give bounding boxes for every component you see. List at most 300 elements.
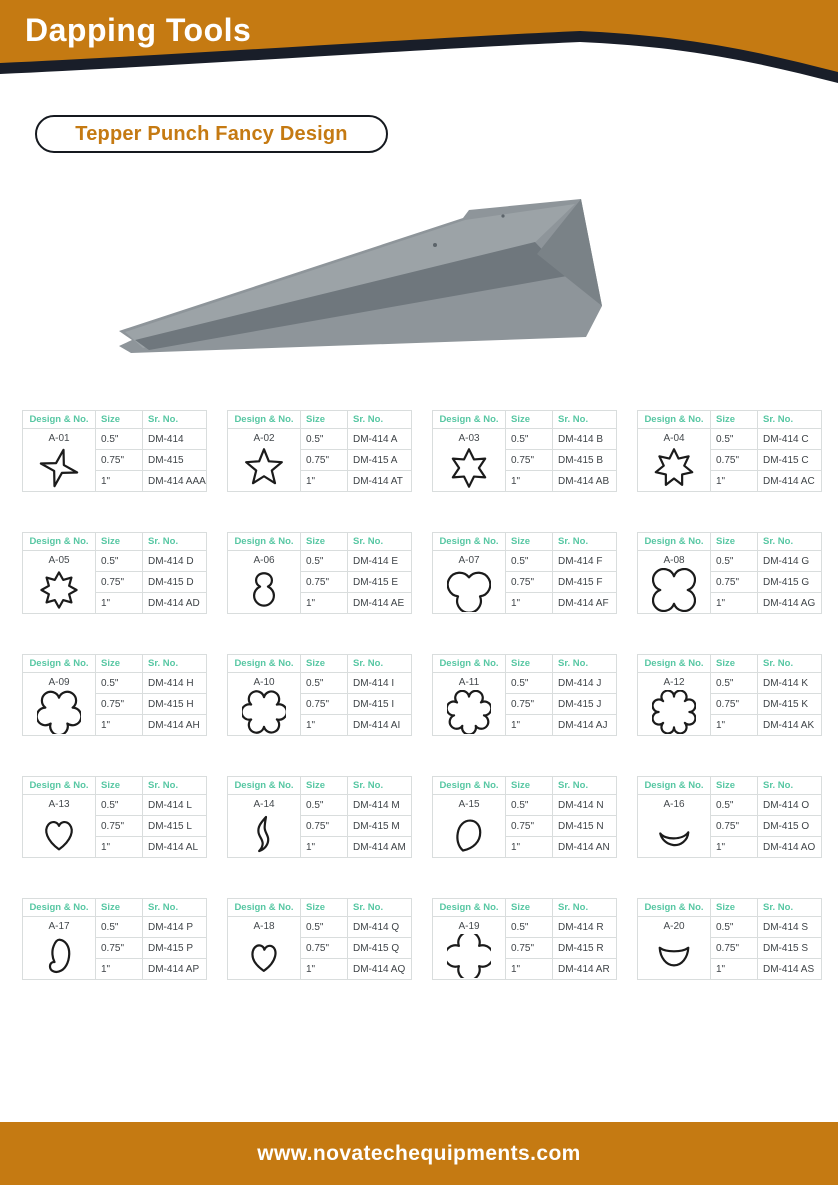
size-cell: 0.5" bbox=[96, 673, 143, 694]
design-number: A-05 bbox=[48, 555, 70, 566]
sr-no-cell: DM-414 M bbox=[348, 795, 412, 816]
size-column-header: Size bbox=[301, 411, 348, 429]
design-spec-table bbox=[432, 654, 617, 736]
sr-no-cell: DM-414 P bbox=[143, 917, 207, 938]
sr-no-cell: DM-414 AS bbox=[758, 959, 822, 980]
size-cell: 0.75" bbox=[506, 938, 553, 959]
design-cell bbox=[638, 795, 711, 858]
sr-no-cell: DM-414 N bbox=[553, 795, 617, 816]
petal-star4-icon bbox=[447, 934, 491, 978]
design-no-column-header: Design & No. bbox=[433, 899, 506, 917]
sr-no-cell: DM-415 M bbox=[348, 816, 412, 837]
size-cell: 1" bbox=[506, 471, 553, 492]
design-spec-table bbox=[22, 532, 207, 614]
design-number: A-15 bbox=[458, 799, 480, 810]
sr-no-cell: DM-415 C bbox=[758, 450, 822, 471]
sr-no-cell: DM-414 AJ bbox=[553, 715, 617, 736]
table-header-row bbox=[433, 899, 617, 917]
flower7-icon bbox=[447, 690, 491, 734]
design-spec-table bbox=[22, 410, 207, 492]
sr-no-column-header: Sr. No. bbox=[348, 411, 412, 429]
size-column-header: Size bbox=[506, 777, 553, 795]
table-header-row bbox=[228, 655, 412, 673]
sr-no-column-header: Sr. No. bbox=[348, 777, 412, 795]
design-spec-table bbox=[637, 776, 822, 858]
design-no-column-header: Design & No. bbox=[228, 533, 301, 551]
boat-icon bbox=[652, 934, 696, 978]
star8-icon bbox=[37, 568, 81, 612]
design-number: A-14 bbox=[253, 799, 275, 810]
sr-no-cell: DM-415 J bbox=[553, 694, 617, 715]
size-cell: 0.5" bbox=[506, 917, 553, 938]
table-header-row bbox=[433, 533, 617, 551]
star7-icon bbox=[652, 446, 696, 490]
design-no-column-header: Design & No. bbox=[638, 899, 711, 917]
table-row bbox=[23, 673, 207, 694]
size-cell: 0.75" bbox=[506, 450, 553, 471]
design-cell bbox=[228, 429, 301, 492]
size-cell: 0.5" bbox=[301, 917, 348, 938]
sr-no-column-header: Sr. No. bbox=[348, 533, 412, 551]
sr-no-cell: DM-414 AG bbox=[758, 593, 822, 614]
design-number: A-11 bbox=[458, 677, 480, 688]
flower5-icon bbox=[37, 690, 81, 734]
size-cell: 0.75" bbox=[301, 572, 348, 593]
size-cell: 1" bbox=[711, 715, 758, 736]
sr-no-column-header: Sr. No. bbox=[553, 533, 617, 551]
table-row bbox=[23, 917, 207, 938]
size-cell: 0.5" bbox=[96, 917, 143, 938]
size-cell: 0.75" bbox=[506, 694, 553, 715]
design-cell bbox=[433, 673, 506, 736]
design-number: A-06 bbox=[253, 555, 275, 566]
design-number: A-09 bbox=[48, 677, 70, 688]
table-header-row bbox=[228, 411, 412, 429]
table-row bbox=[638, 795, 822, 816]
design-no-column-header: Design & No. bbox=[638, 533, 711, 551]
design-cell bbox=[23, 551, 96, 614]
design-no-column-header: Design & No. bbox=[433, 411, 506, 429]
design-number: A-16 bbox=[663, 799, 685, 810]
tepper-punch-product-image bbox=[105, 190, 740, 370]
size-cell: 0.5" bbox=[301, 673, 348, 694]
sr-no-cell: DM-415 Q bbox=[348, 938, 412, 959]
sr-no-cell: DM-414 AO bbox=[758, 837, 822, 858]
size-column-header: Size bbox=[506, 655, 553, 673]
design-spec-table bbox=[432, 410, 617, 492]
sr-no-cell: DM-415 R bbox=[553, 938, 617, 959]
table-header-row bbox=[638, 533, 822, 551]
design-no-column-header: Design & No. bbox=[228, 655, 301, 673]
crescent-icon bbox=[652, 812, 696, 856]
size-cell: 0.75" bbox=[301, 938, 348, 959]
sr-no-cell: DM-414 G bbox=[758, 551, 822, 572]
table-header-row bbox=[433, 655, 617, 673]
size-cell: 0.75" bbox=[96, 572, 143, 593]
design-spec-table bbox=[637, 898, 822, 980]
sr-no-cell: DM-414 K bbox=[758, 673, 822, 694]
sr-no-cell: DM-415 bbox=[143, 450, 207, 471]
sr-no-cell: DM-414 R bbox=[553, 917, 617, 938]
table-row bbox=[228, 795, 412, 816]
table-row bbox=[433, 551, 617, 572]
design-no-column-header: Design & No. bbox=[638, 655, 711, 673]
size-cell: 0.5" bbox=[506, 795, 553, 816]
size-cell: 0.5" bbox=[96, 429, 143, 450]
size-cell: 1" bbox=[711, 593, 758, 614]
design-cell bbox=[228, 795, 301, 858]
trefoil-icon bbox=[447, 568, 491, 612]
design-number: A-10 bbox=[253, 677, 275, 688]
table-row bbox=[23, 551, 207, 572]
design-spec-table bbox=[227, 532, 412, 614]
section-title: Tepper Punch Fancy Design bbox=[75, 122, 348, 145]
design-spec-table bbox=[227, 410, 412, 492]
sr-no-cell: DM-414 AT bbox=[348, 471, 412, 492]
size-cell: 1" bbox=[301, 593, 348, 614]
size-column-header: Size bbox=[711, 533, 758, 551]
design-cell bbox=[433, 917, 506, 980]
page-title: Dapping Tools bbox=[25, 12, 252, 48]
sr-no-cell: DM-414 AB bbox=[553, 471, 617, 492]
sr-no-cell: DM-415 I bbox=[348, 694, 412, 715]
sr-no-cell: DM-414 AR bbox=[553, 959, 617, 980]
size-cell: 1" bbox=[506, 837, 553, 858]
size-cell: 1" bbox=[711, 959, 758, 980]
design-cell bbox=[638, 551, 711, 614]
sr-no-cell: DM-414 O bbox=[758, 795, 822, 816]
teardrop-icon bbox=[447, 812, 491, 856]
star4-icon bbox=[37, 446, 81, 490]
design-no-column-header: Design & No. bbox=[228, 899, 301, 917]
table-row bbox=[228, 917, 412, 938]
sr-no-cell: DM-415 S bbox=[758, 938, 822, 959]
design-cell bbox=[228, 551, 301, 614]
sr-no-cell: DM-414 AE bbox=[348, 593, 412, 614]
size-cell: 1" bbox=[506, 593, 553, 614]
sr-no-cell: DM-414 AI bbox=[348, 715, 412, 736]
table-row bbox=[228, 551, 412, 572]
size-cell: 0.5" bbox=[711, 795, 758, 816]
design-number: A-01 bbox=[48, 433, 70, 444]
size-cell: 0.5" bbox=[301, 795, 348, 816]
size-cell: 0.75" bbox=[711, 694, 758, 715]
sr-no-column-header: Sr. No. bbox=[758, 899, 822, 917]
design-spec-table bbox=[22, 898, 207, 980]
sr-no-column-header: Sr. No. bbox=[758, 411, 822, 429]
sr-no-cell: DM-414 H bbox=[143, 673, 207, 694]
design-number: A-19 bbox=[458, 921, 480, 932]
design-no-column-header: Design & No. bbox=[23, 777, 96, 795]
star5-icon bbox=[242, 446, 286, 490]
size-cell: 0.75" bbox=[301, 694, 348, 715]
table-header-row bbox=[228, 777, 412, 795]
size-cell: 0.5" bbox=[301, 551, 348, 572]
sr-no-column-header: Sr. No. bbox=[348, 655, 412, 673]
design-cell bbox=[228, 673, 301, 736]
table-row bbox=[23, 429, 207, 450]
size-cell: 1" bbox=[96, 715, 143, 736]
design-cell bbox=[23, 795, 96, 858]
design-spec-table bbox=[227, 898, 412, 980]
size-cell: 0.5" bbox=[301, 429, 348, 450]
table-header-row bbox=[23, 777, 207, 795]
size-column-header: Size bbox=[711, 777, 758, 795]
size-cell: 0.5" bbox=[506, 429, 553, 450]
flower8-icon bbox=[652, 690, 696, 734]
design-number: A-18 bbox=[253, 921, 275, 932]
size-cell: 0.5" bbox=[96, 551, 143, 572]
size-cell: 1" bbox=[506, 715, 553, 736]
size-column-header: Size bbox=[711, 655, 758, 673]
sr-no-cell: DM-414 B bbox=[553, 429, 617, 450]
table-row bbox=[433, 429, 617, 450]
size-column-header: Size bbox=[301, 899, 348, 917]
table-header-row bbox=[23, 655, 207, 673]
size-cell: 1" bbox=[96, 837, 143, 858]
design-spec-table bbox=[637, 410, 822, 492]
sr-no-cell: DM-414 AAA bbox=[143, 471, 207, 492]
design-number: A-13 bbox=[48, 799, 70, 810]
sr-no-cell: DM-414 AD bbox=[143, 593, 207, 614]
size-cell: 1" bbox=[96, 471, 143, 492]
sr-no-cell: DM-414 AP bbox=[143, 959, 207, 980]
sr-no-column-header: Sr. No. bbox=[758, 655, 822, 673]
design-number: A-12 bbox=[663, 677, 685, 688]
sr-no-cell: DM-415 D bbox=[143, 572, 207, 593]
sr-no-cell: DM-414 AH bbox=[143, 715, 207, 736]
flame-icon bbox=[242, 812, 286, 856]
size-cell: 0.75" bbox=[711, 938, 758, 959]
size-cell: 0.75" bbox=[506, 572, 553, 593]
sr-no-cell: DM-414 S bbox=[758, 917, 822, 938]
table-row bbox=[638, 673, 822, 694]
sr-no-cell: DM-414 E bbox=[348, 551, 412, 572]
size-cell: 1" bbox=[301, 715, 348, 736]
sr-no-cell: DM-415 E bbox=[348, 572, 412, 593]
sr-no-column-header: Sr. No. bbox=[758, 533, 822, 551]
table-row bbox=[433, 673, 617, 694]
sr-no-column-header: Sr. No. bbox=[348, 899, 412, 917]
table-row bbox=[433, 917, 617, 938]
table-header-row bbox=[23, 533, 207, 551]
table-header-row bbox=[433, 777, 617, 795]
design-number: A-02 bbox=[253, 433, 275, 444]
size-column-header: Size bbox=[506, 411, 553, 429]
sr-no-cell: DM-414 L bbox=[143, 795, 207, 816]
website-url: www.novatechequipments.com bbox=[257, 1141, 581, 1165]
table-row bbox=[228, 429, 412, 450]
design-spec-table bbox=[637, 532, 822, 614]
design-number: A-07 bbox=[458, 555, 480, 566]
size-cell: 1" bbox=[301, 959, 348, 980]
design-no-column-header: Design & No. bbox=[23, 655, 96, 673]
design-spec-table bbox=[432, 532, 617, 614]
sr-no-cell: DM-415 K bbox=[758, 694, 822, 715]
size-column-header: Size bbox=[96, 899, 143, 917]
sr-no-cell: DM-414 AN bbox=[553, 837, 617, 858]
design-spec-table bbox=[637, 654, 822, 736]
sr-no-column-header: Sr. No. bbox=[143, 655, 207, 673]
table-header-row bbox=[228, 533, 412, 551]
sr-no-column-header: Sr. No. bbox=[553, 899, 617, 917]
sr-no-cell: DM-415 G bbox=[758, 572, 822, 593]
design-cell bbox=[638, 673, 711, 736]
size-cell: 0.75" bbox=[301, 450, 348, 471]
size-cell: 1" bbox=[96, 593, 143, 614]
design-number: A-08 bbox=[663, 555, 685, 566]
design-cell bbox=[433, 795, 506, 858]
sr-no-column-header: Sr. No. bbox=[553, 777, 617, 795]
sr-no-cell: DM-415 A bbox=[348, 450, 412, 471]
size-column-header: Size bbox=[301, 777, 348, 795]
size-cell: 0.75" bbox=[301, 816, 348, 837]
size-cell: 0.75" bbox=[96, 450, 143, 471]
star6-icon bbox=[447, 446, 491, 490]
size-cell: 0.5" bbox=[711, 917, 758, 938]
design-cell bbox=[23, 429, 96, 492]
table-row bbox=[638, 551, 822, 572]
design-cell bbox=[433, 429, 506, 492]
mango-icon bbox=[37, 934, 81, 978]
table-header-row bbox=[638, 655, 822, 673]
sr-no-cell: DM-415 N bbox=[553, 816, 617, 837]
sr-no-cell: DM-414 C bbox=[758, 429, 822, 450]
sr-no-cell: DM-415 H bbox=[143, 694, 207, 715]
size-cell: 0.75" bbox=[711, 816, 758, 837]
design-number: A-03 bbox=[458, 433, 480, 444]
design-no-column-header: Design & No. bbox=[638, 777, 711, 795]
table-header-row bbox=[23, 899, 207, 917]
curvy-heart-icon bbox=[242, 934, 286, 978]
size-column-header: Size bbox=[96, 655, 143, 673]
size-cell: 1" bbox=[506, 959, 553, 980]
size-column-header: Size bbox=[711, 411, 758, 429]
design-no-column-header: Design & No. bbox=[23, 533, 96, 551]
design-no-column-header: Design & No. bbox=[433, 533, 506, 551]
section-title-pill bbox=[35, 115, 388, 153]
table-header-row bbox=[228, 899, 412, 917]
sr-no-cell: DM-414 AM bbox=[348, 837, 412, 858]
sr-no-cell: DM-414 D bbox=[143, 551, 207, 572]
size-cell: 0.5" bbox=[506, 551, 553, 572]
table-row bbox=[23, 795, 207, 816]
size-column-header: Size bbox=[301, 655, 348, 673]
size-cell: 1" bbox=[301, 471, 348, 492]
design-tables-grid bbox=[22, 410, 820, 980]
sr-no-column-header: Sr. No. bbox=[143, 899, 207, 917]
size-cell: 0.75" bbox=[96, 938, 143, 959]
sr-no-cell: DM-414 AL bbox=[143, 837, 207, 858]
size-cell: 0.5" bbox=[506, 673, 553, 694]
design-number: A-20 bbox=[663, 921, 685, 932]
sr-no-cell: DM-414 I bbox=[348, 673, 412, 694]
size-column-header: Size bbox=[96, 533, 143, 551]
size-cell: 0.5" bbox=[711, 673, 758, 694]
size-cell: 0.5" bbox=[96, 795, 143, 816]
design-spec-table bbox=[22, 776, 207, 858]
design-spec-table bbox=[22, 654, 207, 736]
design-no-column-header: Design & No. bbox=[433, 655, 506, 673]
size-cell: 0.75" bbox=[96, 694, 143, 715]
size-column-header: Size bbox=[506, 899, 553, 917]
design-spec-table bbox=[432, 898, 617, 980]
size-column-header: Size bbox=[96, 777, 143, 795]
size-column-header: Size bbox=[711, 899, 758, 917]
flower6-icon bbox=[242, 690, 286, 734]
size-column-header: Size bbox=[301, 533, 348, 551]
sr-no-column-header: Sr. No. bbox=[143, 777, 207, 795]
table-header-row bbox=[23, 411, 207, 429]
design-no-column-header: Design & No. bbox=[433, 777, 506, 795]
design-spec-table bbox=[227, 776, 412, 858]
sr-no-cell: DM-414 AK bbox=[758, 715, 822, 736]
sr-no-cell: DM-414 AC bbox=[758, 471, 822, 492]
table-row bbox=[228, 673, 412, 694]
quatrefoil-icon bbox=[652, 568, 696, 612]
size-cell: 0.75" bbox=[711, 572, 758, 593]
design-no-column-header: Design & No. bbox=[23, 899, 96, 917]
design-cell bbox=[433, 551, 506, 614]
size-cell: 1" bbox=[711, 837, 758, 858]
sr-no-cell: DM-415 F bbox=[553, 572, 617, 593]
design-no-column-header: Design & No. bbox=[228, 411, 301, 429]
figure8-icon bbox=[242, 568, 286, 612]
sr-no-cell: DM-414 J bbox=[553, 673, 617, 694]
table-row bbox=[638, 429, 822, 450]
design-no-column-header: Design & No. bbox=[638, 411, 711, 429]
design-cell bbox=[23, 673, 96, 736]
sr-no-cell: DM-415 O bbox=[758, 816, 822, 837]
design-spec-table bbox=[227, 654, 412, 736]
design-cell bbox=[228, 917, 301, 980]
design-spec-table bbox=[432, 776, 617, 858]
size-column-header: Size bbox=[506, 533, 553, 551]
table-header-row bbox=[638, 777, 822, 795]
design-number: A-17 bbox=[48, 921, 70, 932]
sr-no-cell: DM-415 P bbox=[143, 938, 207, 959]
sr-no-cell: DM-414 bbox=[143, 429, 207, 450]
size-cell: 0.5" bbox=[711, 429, 758, 450]
table-row bbox=[638, 917, 822, 938]
table-header-row bbox=[433, 411, 617, 429]
design-no-column-header: Design & No. bbox=[228, 777, 301, 795]
table-header-row bbox=[638, 899, 822, 917]
sr-no-cell: DM-415 L bbox=[143, 816, 207, 837]
size-cell: 0.75" bbox=[96, 816, 143, 837]
size-cell: 0.5" bbox=[711, 551, 758, 572]
design-no-column-header: Design & No. bbox=[23, 411, 96, 429]
table-row bbox=[433, 795, 617, 816]
size-cell: 1" bbox=[96, 959, 143, 980]
size-cell: 1" bbox=[711, 471, 758, 492]
size-cell: 0.75" bbox=[711, 450, 758, 471]
design-cell bbox=[638, 917, 711, 980]
heart-icon bbox=[37, 812, 81, 856]
page-footer bbox=[0, 1122, 838, 1185]
sr-no-cell: DM-414 A bbox=[348, 429, 412, 450]
design-number: A-04 bbox=[663, 433, 685, 444]
table-header-row bbox=[638, 411, 822, 429]
sr-no-cell: DM-415 B bbox=[553, 450, 617, 471]
sr-no-cell: DM-414 F bbox=[553, 551, 617, 572]
design-cell bbox=[638, 429, 711, 492]
size-cell: 1" bbox=[301, 837, 348, 858]
sr-no-column-header: Sr. No. bbox=[143, 411, 207, 429]
design-cell bbox=[23, 917, 96, 980]
sr-no-cell: DM-414 AQ bbox=[348, 959, 412, 980]
sr-no-cell: DM-414 AF bbox=[553, 593, 617, 614]
